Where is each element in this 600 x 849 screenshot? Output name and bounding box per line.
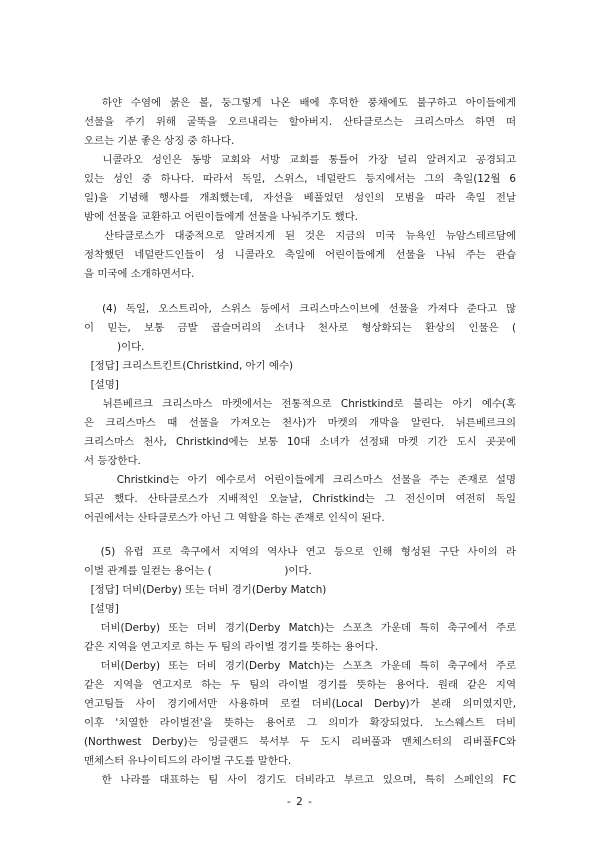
explanation-line: 더비(Derby) 또는 더비 경기(Derby Match)는 스포츠 가운데 특히 축구에서 주로: [84, 622, 516, 634]
explanation-line: 맨체스터 유나이티드의 라이벌 구도를 말한다.: [84, 755, 292, 767]
question-5: [84, 545, 516, 785]
intro-line: 산타클로스가 대중적으로 알려지게 된 것은 지금의 미국 뉴욕인 뉴암스테르담에: [84, 230, 516, 242]
explanation-line: 뉘른베르크 크리스마스 마켓에서는 전통적으로 Christkind로 불리는 아기 예수(혹: [84, 398, 516, 410]
intro-line: 니콜라오 성인은 동방 교회와 서방 교회를 통틀어 가장 널리 알려지고 공경되고: [84, 154, 516, 166]
intro-line: 밤에 선물을 교환하고 어린이들에게 선물을 나눠주기도 했다.: [84, 211, 359, 223]
intro-line: 선물을 주기 위해 굴뚝을 오르내리는 할아버지. 산타클로스는 크리스마스 하면 떠: [84, 116, 516, 128]
question-line: 이벌 관계를 일컫는 용어는 ( )이다.: [84, 565, 312, 577]
question-line: )이다.: [84, 341, 145, 353]
explanation-label: [설명]: [84, 603, 119, 615]
explanation-line: 크리스마스 천사, Christkind에는 보통 10대 소녀가 선정돼 마켓 기간 도시 곳곳에: [84, 436, 516, 448]
question-line: (5) 유럽 프로 축구에서 지역의 역사나 연고 등으로 인해 형성된 구단 사이의 라: [84, 546, 516, 558]
explanation-line: 같은 지역을 연고지로 하는 두 팀의 라이벌 경기를 뜻하는 용어다.: [84, 641, 378, 653]
intro-section: [84, 96, 516, 286]
answer-line: [정답] 더비(Derby) 또는 더비 경기(Derby Match): [84, 584, 327, 596]
intro-line: 일)을 기념해 행사를 개최했는데, 자선을 베풀었던 성인의 모범을 따라 축일 전날: [84, 192, 516, 204]
question-4: [84, 302, 516, 534]
explanation-line: 은 크리스마스 때 선물을 가져오는 천사)가 마켓의 개막을 알린다. 뉘른베르크의: [84, 417, 516, 429]
intro-line: 오르는 기분 좋은 상징 중 하나다.: [84, 135, 235, 147]
explanation-line: 같은 지역을 연고지로 하는 두 팀의 라이벌 경기를 뜻하는 용어다. 원래 같은 지역: [84, 679, 516, 691]
intro-line: 있는 성인 중 하나다. 따라서 독일, 스위스, 네덜란드 등지에서는 그의 축일(12월 6: [84, 173, 516, 185]
question-line: (4) 독일, 오스트리아, 스위스 등에서 크리스마스이브에 선물을 가져다 준다고 많: [84, 303, 516, 315]
intro-line: 정착했던 네덜란드인들이 성 니콜라오 축일에 어린이들에게 선물을 나눠 주는 관습: [84, 249, 516, 261]
answer-line: [정답] 크리스트킨트(Christkind, 아기 예수): [84, 360, 294, 372]
explanation-line: 한 나라를 대표하는 팀 사이 경기도 더비라고 부르고 있으며, 특히 스페인의 FC: [84, 774, 516, 786]
page-number: - 2 -: [287, 796, 313, 808]
explanation-line: 어권에서는 산타클로스가 아닌 그 역할을 하는 존재로 인식이 된다.: [84, 512, 385, 524]
intro-line: 하얀 수염에 붉은 볼, 둥그렇게 나온 배에 후덕한 풍채에도 불구하고 아이들에게: [84, 97, 516, 109]
intro-line: 을 미국에 소개하면서다.: [84, 268, 195, 280]
explanation-line: 되곤 했다. 산타클로스가 지배적인 오늘날, Christkind는 그 전신이며 여전히 독일: [84, 493, 516, 505]
explanation-line: (Northwest Derby)는 잉글랜드 북서부 두 도시 리버풀과 맨체스터의 리버풀FC와: [84, 736, 516, 748]
explanation-line: 더비(Derby) 또는 더비 경기(Derby Match)는 스포츠 가운데 특히 축구에서 주로: [84, 660, 516, 672]
explanation-line: Christkind는 아기 예수로서 어린이들에게 크리스마스 선물을 주는 존재로 설명: [84, 474, 516, 486]
explanation-label: [설명]: [84, 379, 119, 391]
explanation-line: 서 등장한다.: [84, 455, 141, 467]
explanation-line: 이후 '치열한 라이벌전'을 뜻하는 용어로 그 의미가 확장되었다. 노스웨스트 더비: [84, 717, 516, 729]
explanation-line: 연고팀들 사이 경기에서만 사용하며 로컬 더비(Local Derby)가 본래 의미였지만,: [84, 698, 516, 710]
question-line: 이 믿는, 보통 금발 곱슬머리의 소녀나 천사로 형상화되는 환상의 인물은 (: [84, 322, 516, 334]
